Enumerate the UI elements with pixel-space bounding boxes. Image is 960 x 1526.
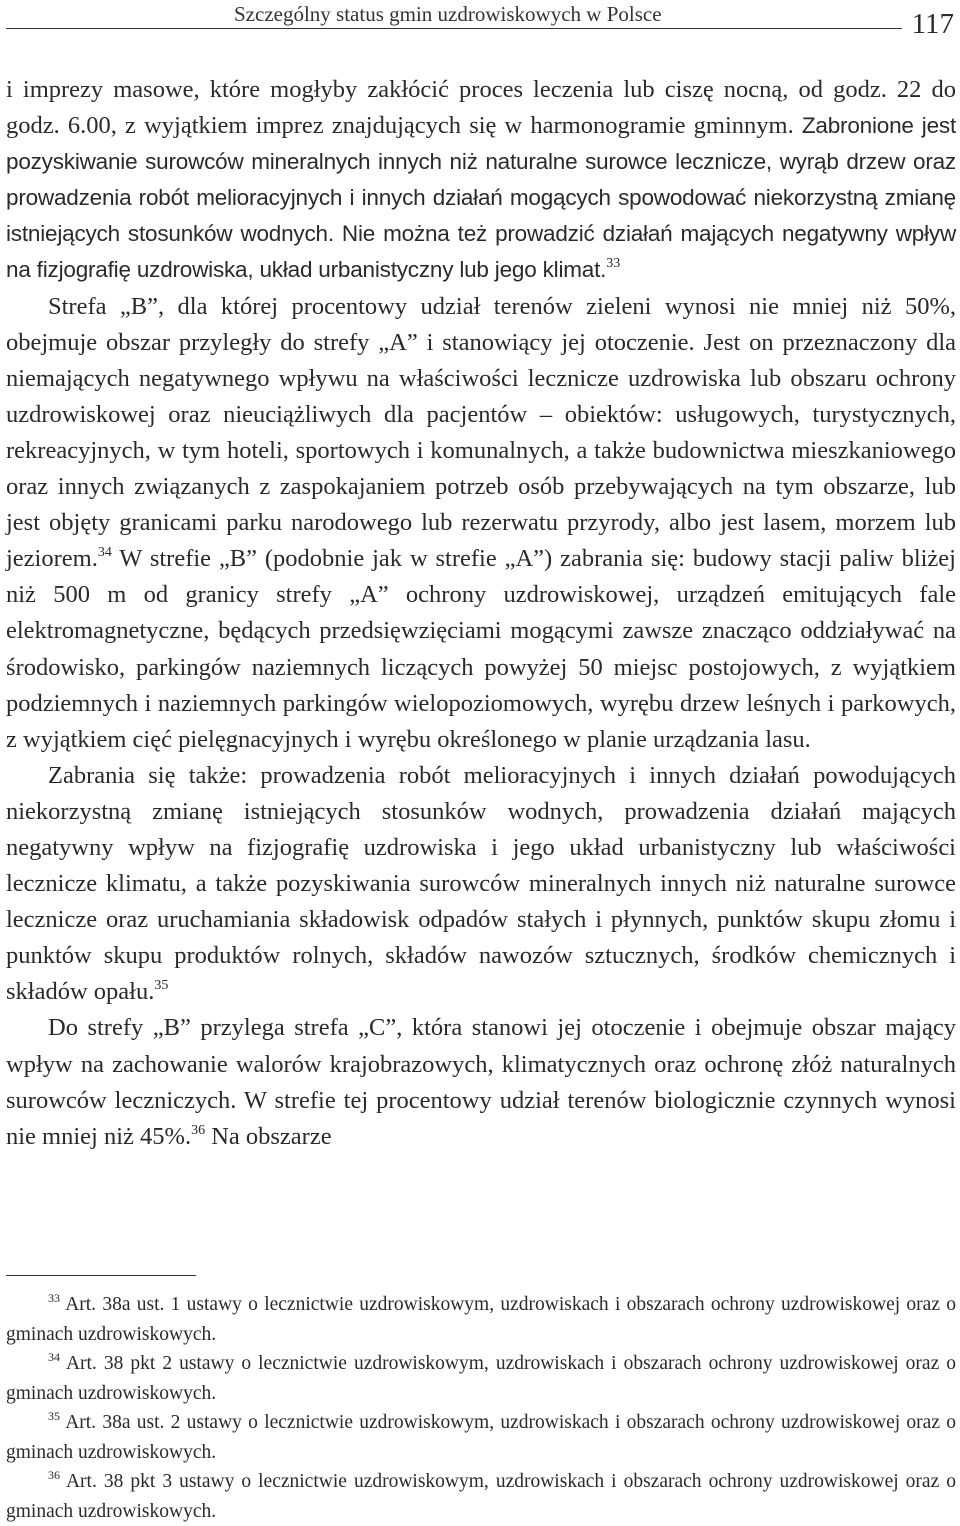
footnote-35 [6,1408,956,1467]
footnote-text: Art. 38a ust. 2 ustawy o lecznictwie uzdrowiskowym, uzdrowiskach i obszarach ochrony uzdrowiskowej oraz o gminach uzdrowiskowych. [6,1412,956,1463]
paragraph-1-serif: i imprezy masowe, które mogłyby zakłócić proces leczenia lub ciszę nocną, od godz. 22 do godz. 6.00, z wyjątkiem imprez znajdujących się w harmonogramie gminnym. [6,76,956,140]
paragraph-1-sans: Zabronione jest pozyskiwanie surowców mineralnych innych niż naturalne surowce lecznicze, wyrąb drzew oraz prowadzenia robót melioracyjnych i innych działań mogących spowodować niekorzystną zmianę istniejących stosunków wodnych. Nie można też prowadzić działań mających negatywny wpływ na fizjografię uzdrowiska, układ urbanistyczny lub jego klimat. [6,113,956,283]
paragraph-1 [6,72,956,289]
footnote-text: Art. 38a ust. 1 ustawy o lecznictwie uzdrowiskowym, uzdrowiskach i obszarach ochrony uzdrowiskowej oraz o gminach uzdrowiskowych. [6,1294,956,1345]
footnote-text: Art. 38 pkt 2 ustawy o lecznictwie uzdrowiskowym, uzdrowiskach i obszarach ochrony uzdrowiskowej oraz o gminach uzdrowiskowych. [6,1353,956,1404]
footnote-ref-33[interactable]: 33 [606,256,621,272]
paragraph-4-part-b: Na obszarze [205,1122,332,1150]
footnote-text: Art. 38 pkt 3 ustawy o lecznictwie uzdrowiskowym, uzdrowiskach i obszarach ochrony uzdrowiskowej oraz o gminach uzdrowiskowych. [6,1471,956,1522]
footnote-number: 35 [48,1409,60,1423]
paragraph-2-part-b: W strefie „B” (podobnie jak w strefie „A”) zabrania się: budowy stacji paliw bliżej niż 500 m od granicy strefy „A” ochrony uzdrowiskowej, urządzeń emitujących fale elektromagnetyczne, będących przedsięwzięciami mogącymi zawsze znacząco oddziaływać na środowisko, parkingów naziemnych liczących powyżej 50 miejsc postojowych, z wyjątkiem podziemnych i naziemnych parkingów wielopoziomowych, wyrębu drzew leśnych i parkowych, z wyjątkiem cięć pielęgnacyjnych i wyrębu określonego w planie urządzania lasu. [6,545,956,753]
paragraph-2 [6,289,956,758]
paragraph-3-text: Zabrania się także: prowadzenia robót melioracyjnych i innych działań powodujących niekorzystną zmianę istniejących stosunków wodnych, prowadzenia działań mających negatywny wpływ na fizjografię uzdrowiska i jego układ urbanistyczny lub właściwości lecznicze klimatu, a także pozyskiwania surowców mineralnych innych niż naturalne surowce lecznicze oraz uruchamiania składowisk odpadów stałych i płynnych, punktów skupu złomu i punktów skupu produktów rolnych, składów nawozów sztucznych, środków chemicznych i składów opału. [6,761,956,1006]
footnotes [6,1290,956,1526]
footnote-ref-35[interactable]: 35 [154,978,169,994]
page-number: 117 [911,8,954,40]
footnote-ref-36[interactable]: 36 [191,1122,206,1138]
footnote-ref-34[interactable]: 34 [97,545,112,561]
paragraph-2-part-a: Strefa „B”, dla której procentowy udział terenów zieleni wynosi nie mniej niż 50%, obejmuje obszar przyległy do strefy „A” i stanowiący jej otoczenie. Jest on przeznaczony dla niemających negatywnego wpływu na właściwości lecznicze uzdrowiska lub obszaru ochrony uzdrowiskowej oraz nieuciążliwych dla pacjentów – obiektów: usługowych, turystycznych, rekreacyjnych, w tym hoteli, sportowych i komunalnych, a także budownictwa mieszkaniowego oraz innych związanych z zaspokajaniem potrzeb osób przebywających na tym obszarze, lub jest objęty granicami parku narodowego lub rezerwatu przyrody, albo jest lasem, morzem lub jeziorem. [6,292,956,573]
page-header [6,0,954,42]
footnote-34 [6,1349,956,1408]
footnote-number: 34 [48,1350,60,1364]
footnote-33 [6,1290,956,1349]
paragraph-3 [6,758,956,1011]
paragraph-4-part-a: Do strefy „B” przylega strefa „C”, która stanowi jej otoczenie i obejmuje obszar mający wpływ na zachowanie walorów krajobrazowych, klimatycznych oraz ochronę złóż naturalnych surowców leczniczych. W strefie tej procentowy udział terenów biologicznie czynnych wynosi nie mniej niż 45%. [6,1014,956,1150]
footnote-number: 33 [48,1291,60,1305]
running-title: Szczególny status gmin uzdrowiskowych w Polsce [234,2,662,26]
header-rule [6,28,902,29]
footnote-36 [6,1467,956,1526]
body-text [6,72,956,1155]
footnote-separator [6,1275,196,1276]
footnote-number: 36 [48,1468,60,1482]
paragraph-4 [6,1010,956,1154]
